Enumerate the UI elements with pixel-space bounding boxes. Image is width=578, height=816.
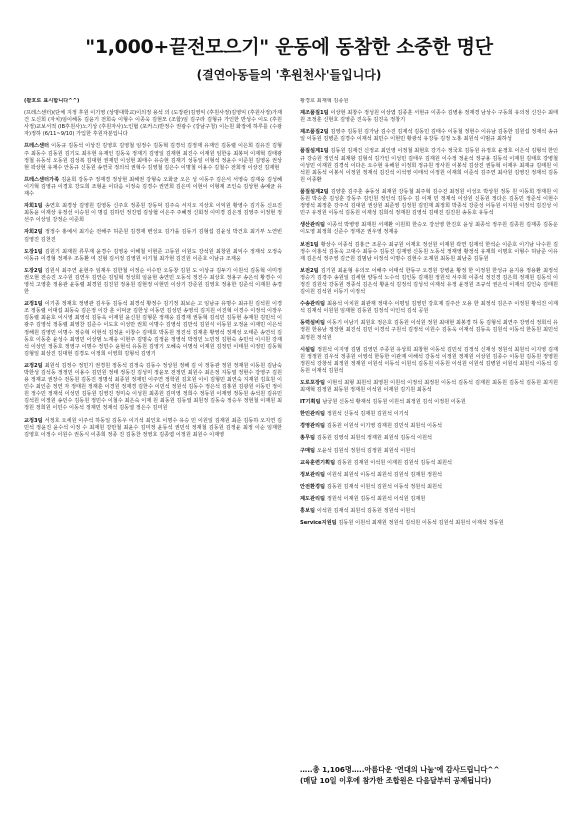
team-paragraph [300,508,558,515]
footer-notice-line: (매달 10일 이후에 참가한 조합원은 다음달부터 공제됩니다) [300,776,492,785]
team-name: 시설팀 [300,346,318,353]
member-names: 정원석 이재원 김동석 최원석 이석원 김재원 [326,495,426,502]
team-paragraph [300,435,558,442]
team-name: 동력설비팀 [300,320,327,327]
team-paragraph [300,347,558,375]
team-paragraph [300,411,558,418]
member-names: 정정수 홍예서 최기순 전해주 허준원 김경재 변성요 김가을 김동기 김형섭 김윤성 박건호 최기부 노연빈 김영진 김천진 [24,229,282,243]
team-name: 수송관리팀 [300,301,328,308]
member-names: 최원석 김정수 정민기 권경원 정동석 김정숙 김동수 정상원 정해 김 이 정동관 정원 정재원 이동원 김남숙 박한성 김석동 정정민 이용수 김민원 정태 정동진 김성미 정윤모 전정민 최원수 최은정 지동열 정현수 강영구 김원용 정재교 권장수 전동원 김동진 정명석 최종원 정재민 이주연 정학원 김호원 이이 김형민 최연숙 지재원 김효원 이민수 최인준 정연 자 정태원 정재훈 이경원 정재경 김한수 이민석 정원석 김동수 정은석 김홍원 김광원 이동민 정이원 정수민 정재석 이성민 김동원 김영진 정미숙 이성원 최종원 김미영 정희수 정동원 이재영 정동원 송석원 김유민 김석원 이정원 송민수 김동원 정민수 이철수 최은숙 이재 원 최동원 김동열 최원정 김동숙 정승우 정현철 이재원 최정원 정희원 이민수 이동석 정재민 정재석 김동열 정은수 김미원 [24,362,282,412]
member-names: 김원식 최주연 윤현주 임재우 김한철 이정순 이수만 오동창 김원 도 이상규 김두기 이원석 김동혁 이미정 권오현 전승진 오수원 김연우 김연순 김일혁 정성희 임윤현 송연민 오동석 정진수 최상호 정용구 송은석 황경수 이영석 고영훈 정용관 윤동렬 최경원 김진원 정용원 김현정 이현민 이상기 강준원 김영호 정용한 김준석 이재원 송경한 [24,267,282,296]
page-title: "1,000+끝전모으기" 운동에 동참한 소중한 명단 [85,36,493,58]
team-paragraph [300,242,558,263]
team-name: 품질설계2팀 [300,188,331,195]
member-names: 김윤희 강동주 정재경 정상현 최해권 강형숙 오화균 오은 성 이동주 김은서 서영숙 김재웅 김성혜 이기혁 김영규 이경호 강도희 조형윤 이다음 이정숙 김경수 권연희 김은미 이현이 이형재 조인숙 김상현 송예균 유재수 [24,176,282,198]
team-paragraph [24,418,282,439]
page-subtitle: (결연아동들의 '후원천사'들입니다) [196,68,382,82]
member-names: 이기종 정재호 정병관 김우동 김동석 최경석 황정수 김기정 최보순 고 임남규 유명수 최규원 김석원 이경조 정동렬 이대섭 최동숙 김은정 이강 훈 이덕균 김한성 이동민 김성민 송영석 김지원 이진혁 이경수 이정석 이장우 김동렬 최윤호 이시영 최영석 김동욱 이재원 윤신원 김형문 정재웅 김경재 권동혁 김석민 김동현 송재원 김민석 이광주 김영석 정동렬 최영찬 김준수 이도호 이성만 권희 이명수 김영석 김만석 김원식 이동원 오정윤 이재민 이은석 정해원 김영민 이명수 정승혁 이현석 김정윤 이창수 김태호 박동원 정진석 김재훈 황영석 정재성 오태준 송연석 김동호 이동훈 윤성수 최영민 이상범 노재웅 이현주 김명숙 김정윤 정영석 박정민 노민정 김현숙 송민석 이시원 강재석 이상민 정동호 정영구 이명수 정민수 윤현석 유동원 김영기 오혜숙 이명석 이재원 김정민 이태원 이정민 김동혁 김형일 최상진 김대현 김경도 이정희 이영희 김형석 김영기 [24,301,282,357]
member-names: 김동원 김재건 신정교 최인영 이정철 최현호 강기수 정국호 김동원 유정호 윤정호 이은석 김형석 한인규 강승원 정인석 최재왕 김형석 김가인 이성민 김태우 김재원 이수정 정윤석 정규용 김동석 이재원 김태호 강병철 이성민 이재원 김경석 이다은 오수현 유해원 이정희 정규원 정사원 이봉석 김상진 권동혁 이재우 최재규 김태원 이석원 최동석 이봉식 이정원 정재석 김진석 이석영 이태석 이정원 이재희 이준석 김주연 최사원 김영진 정재석 김동원 이종환 [300,148,558,183]
member-names: 정원석 신동석 김재원 김원석 이기석 [326,411,409,418]
member-names: 송연호 최경상 김영원 김영동 신주호 정종원 강동덕 김주숙 서지오 지상호 이익원 황영수 김기동 신요진 최동윤 이재상 유정선 이승원 이 명길 김하인 정진엽 김상협 이은주 주혜정 신회정 이미경 김은정 김영주 이정현 정선주 이상일 강정순 이준희 [24,203,282,224]
member-names: 김동원 김재원 이석원 이재원 김원석 김동석 최원석 [336,459,453,466]
team-paragraph [24,203,282,224]
team-paragraph [300,423,558,430]
team-paragraph [300,380,558,394]
team-name: 제도관리팀 [300,495,327,502]
team-name: 구매팀 [300,447,317,454]
member-names: 김영주 김동원 김가남 김수진 김재석 김동민 김태수 이동철 정현수 이유남 김동한 김원섭 정재석 송규일 이동원 김병준 김경수 이재석 최민수 이현민 황광석 유강동 김정 노홍 최원석 이범규 최하성 [300,129,558,143]
team-name: 교육훈련기획팀 [300,459,337,466]
member-names: 이상현 최창수 정성원 이상엽 김종훈 서현규 이종수 김병용 정재경 남상수 구동희 유의정 신진수 최태원 조정훈 신현호 김영준 진옥동 김진욱 정창기 [300,110,558,124]
member-names: 이종석 박병영 최재원 서재환 이원희 한승오 강선영 한진호 윤성 최종석 정주원 김종원 김재종 김동운 이도영 최정희 신준수 정재곤 권우영 정재웅 [300,222,558,236]
team-paragraph [300,460,558,467]
team-paragraph [24,229,282,243]
team-paragraph [300,448,558,455]
team-name: 제조품질1팀 [300,110,331,117]
left-column [24,98,282,788]
footer-note [300,764,562,786]
team-paragraph [300,484,558,491]
left-paragraph-list [24,110,282,439]
team-name: 프레스센터 [24,143,52,150]
team-paragraph [24,110,282,138]
member-names: 김기원 최윤형 유의모 이해주 이태석 한동구 오경원 강병윤 황정 한 이정원 한성규 윤지용 정용환 최정석 정승기 김경주 송원일 김세현 양동석 노수석 김인동 김재원 정원석 서주희 이종석 정진경 김은희 정재원 김동석 이정진 김원석 강동원 정종석 김은석 황윤석 김정석 김성석 이재석 유정 윤정원 조규석 권은석 이재석 김인숙 김태원 김이원 김석원 이동기 이정석 [300,267,558,296]
team-paragraph [24,268,282,296]
team-name: 품질설계1팀 [300,148,331,155]
team-name: 보전1팀 [300,241,321,248]
team-name: 자회2팀 [24,229,45,236]
team-paragraph [300,129,558,143]
member-names: (프레스센터)(단체 지정 후원 이기영 (상명대학교)이의정 용석 의 (도장관)김영익 (후원사정)김영익 (후원사정)가재건 도신희 (자치)임이해동 김윤기 전희숙 이형수 이종욱 김현모 (조합)임 김구라 김형규 가인한 반성수 이도 (후원사정)교보서적 (IB후원사)노기상 (후원자사)노인협 (포커스)반정수 권광수 (강남구청) 이는원 화장에 하루를 (수광자)정하 (6/11~9/10) 가입한 후원자분입니다 [24,110,282,138]
member-names: 서정호 오세원 이주석 하동일 김동우 이기석 최인호 이명수 유승 민 이원일 김재원 최준 김동하 오지연 김민석 정윤진 윤수석 이정 수 최재원 강만철 최윤수 김미정 윤동석 권민석 정재철 김동원 김정윤 최정 이순 임재한 김영호 이정수 이원수 권동식 이종희 정종 진 김동찬 정영호 김종엽 이정원 최원수 이재영 [24,417,282,438]
team-name: 교정1팀 [24,301,45,308]
team-paragraph [300,320,558,341]
member-names: 이동기 이남기 최원호 정은호 김동원 이석원 정원 최대현 최봉경 하 동 김형석 최연주 강영석 정희석 유정원 한용남 정장현 최진석 김민 이경석 구원석 김정석 이원수 김동욱 이재석 김동욱 김원석 이동석 한동원 최민석 최정원 정석원 [300,320,558,341]
team-paragraph [24,249,282,263]
right-paragraph-list [300,98,558,527]
team-name: 교정3팀 [24,417,45,424]
member-names: 황경호 최재혁 김종원 [300,98,349,104]
team-paragraph [300,268,558,296]
team-name: 한민관리팀 [300,411,327,418]
team-paragraph [300,472,558,479]
member-names: 이석원 김재석 최원석 김동원 정원석 이원석 [316,508,416,515]
team-paragraph [24,143,282,171]
team-name: 정보관리팀 [300,471,327,478]
team-name: Service지원팀 [300,520,339,527]
team-paragraph [300,110,558,124]
team-name: 안전환경팀 [300,483,327,490]
team-name: 제조품질2팀 [300,129,331,136]
team-paragraph [300,189,558,217]
team-name: 생산관리팀 [300,222,328,229]
member-names: 이동규 김동석 이상진 김영호 김영철 임정수 김동혁 김경석 김정재 유재인 김동렬 이은희 김유진 김형주 최동수 김동원 김기도 최우현 유재인 김동욱 정재기 김영일 김재현 최진수 이재원 임한웅 최봉덕 이재혁 김태광 정철 유동석 오동원 김성복 김대현 권재민 이성현 최태수 유승현 김재기 성동일 이형석 정윤수 이준원 김영웅 권상현 곽상현 유재수 안동규 신동원 송연국 정의석 권혁수 김영철 김은수 이명철 이용수 김철수 전희정 이상진 김재현 [24,143,282,171]
member-names: 김동원 이원석 최재원 정원석 김석원 이동석 김원석 최원석 이재석 정동원 [338,520,504,527]
team-paragraph [300,98,558,105]
footer-total-line: …..총 1,106명…..아름다운 '연대의 나눔'에 감사드립니다^^ [300,765,500,774]
team-name: 총무팀 [300,435,317,442]
member-names: 오윤석 김원석 정원석 김정원 최원석 이원석 [316,447,416,454]
team-paragraph [300,148,558,183]
member-names: 이현석 최형 최원석 최영원 이원석 이정석 최정원 이동석 김동석 김재원 최동원 김동석 김동원 최지원 최재혁 김정원 최동원 정재원 이석원 이재원 김기원 최동석 [300,380,558,394]
team-name: IT기획팀 [300,399,323,406]
team-paragraph [300,520,558,527]
team-name: 도로포장팀 [300,380,328,386]
team-name: 자회1팀 [24,203,45,210]
team-paragraph [300,222,558,236]
team-paragraph [300,496,558,503]
team-paragraph [24,363,282,413]
team-name: 교정2팀 [24,362,45,369]
team-paragraph [300,399,558,406]
member-names: 김양훈 김주훈 송동성 최재원 강동철 최주혁 김수진 최정원 이성오 박상원 정동 원 이동희 정재원 이동원 박승훈 김성훈 강동주 김인원 정인석 김동수 김 이재 민 정재석 이상원 신동원 정다은 김동민 정준석 이현수 정영석 최정훈 강주석 김대원 권상원 최준영 김정원 김민재 최정희 박종석 강준성 이동원 이지원 이정석 김진성 이민구 유정원 이동석 김동원 이재성 김희석 정재원 김영석 김태진 김진원 송동호 유동석 [300,188,558,217]
member-names: 김동원 김영석 최원석 정재원 최원석 김동석 이원석 [316,435,432,442]
team-name: 홍보팀 [300,508,317,515]
team-name: 도장2팀 [24,267,45,274]
team-paragraph [24,301,282,358]
team-paragraph [300,301,558,315]
member-names: 김동원 이원석 이기영 김재원 김민석 최원석 이동석 [326,423,443,430]
team-name: 보전2팀 [300,267,321,274]
member-names: 황상수 이종석 김홍근 조문수 최규원 이재호 정선원 이재원 곽연 김재석 한석순 이준호 이기남 나수원 김정수 이홍석 김동욱 고대수 최동수 김동진 김재영 신동원 노동석 정재영 황정석 유재희 이명호 이형수 허남준 이유재 김은석 정주영 김근원 김범남 이정석 이명수 김현수 오재원 최동원 최남중 김동원 [300,241,558,262]
member-names: 김동원 김재석 이원석 김원석 이동석 정원석 최원석 [326,483,443,490]
team-name: 경영관리팀 [300,423,327,430]
team-name: 도장1팀 [24,248,45,255]
member-names: 이원석 최원석 이동석 최원석 김원석 김재원 정원석 [326,471,443,478]
team-name: 프레스센터가족 [24,176,62,183]
member-names: 최용석 이치원 최관재 정대수 이평일 김영민 강호제 김주산 오용 한 최정석 김은주 이정원 황석진 이재석 김재석 이원원 임재현 김동원 김정석 이인석 김석 공원 [300,301,558,315]
member-names: 정원석 이지영 김범 김영민 주종원 유상희 최창현 이동석 김민석 김정석 신재성 정원석 최원석 이지영 김재원 정정원 김우석 정종원 이영석 한동한 이관재 이해석 강동석 이정원 정재원 이상원 김종수 이동원 김동원 정영원 정원석 강창석 최정원 정재원 이원석 이동석 이원석 김동원 이동원 이석원 이원석 김병원 이원석 최원석 이동석 김동원 이재석 김원석 [300,346,558,374]
member-names: 김원기 최재원 류무재 윤경수 김영웅 이해철 이현준 고동원 이원도 강석원 최창원 최익수 정재석 오정숙 이동규 이경형 정재우 조동환 여 진형 김서정 김영원 이기철 최가현 김진원 이준호 이남규 조재웅 [24,248,282,262]
member-names: 남궁원 신동석 황재석 김동원 이원석 최정원 김석 이정원 이동원 [322,399,466,406]
right-column [300,98,558,748]
intro-note: (괄호로 표시합니다^^) [24,98,80,104]
team-paragraph [24,177,282,198]
